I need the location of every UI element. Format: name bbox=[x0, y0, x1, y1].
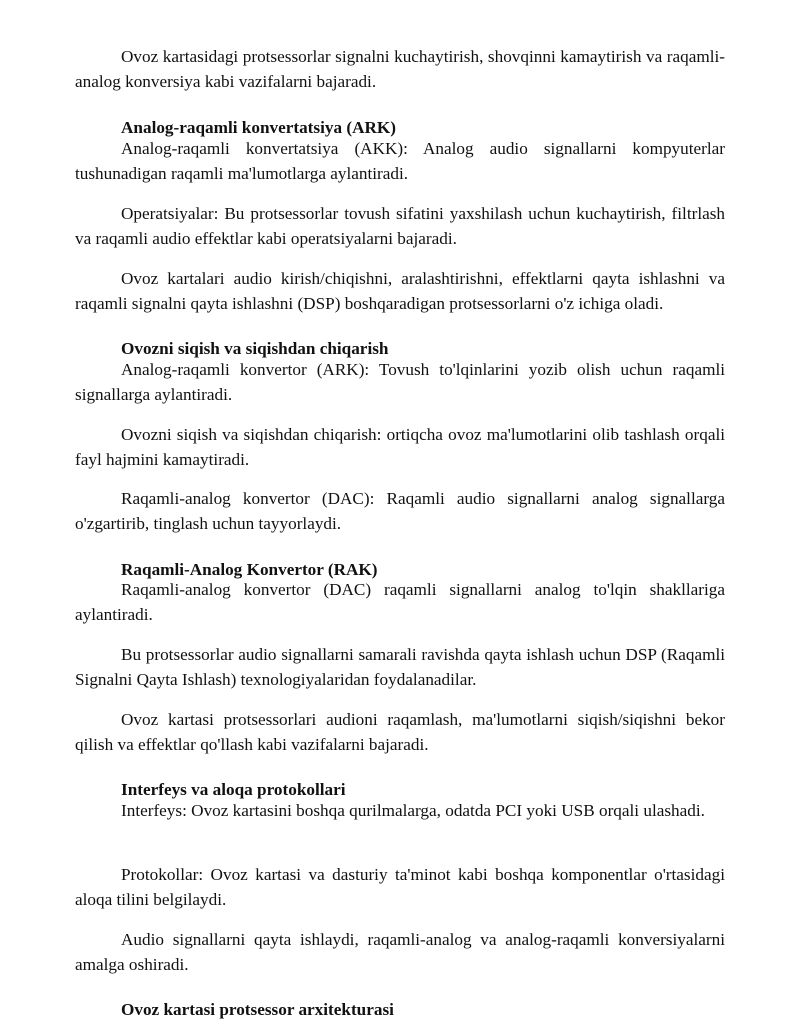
paragraph: Ovoz kartalari audio kirish/chiqishni, aralashtirishni, effektlarni qayta ishlashni va raqamli signalni qayta ishlashni (DSP) boshqaradigan protsessorlarni o'z ichiga oladi. bbox=[75, 269, 725, 313]
paragraph: Ovoz kartasidagi protsessorlar signalni kuchaytirish, shovqinni kamaytirish va raqamli-analog konversiya kabi vazifalarni bajaradi. bbox=[75, 47, 725, 91]
section-heading: Interfeys va aloqa protokollari bbox=[121, 780, 346, 799]
paragraph: Audio signallarni qayta ishlaydi, raqamli-analog va analog-raqamli konversiyalarni amalga oshiradi. bbox=[75, 930, 725, 974]
paragraph: Analog-raqamli konvertor (ARK): Tovush to'lqinlarini yozib olish uchun raqamli signallarga aylantiradi. bbox=[75, 360, 725, 404]
paragraph: Raqamli-analog konvertor (DAC) raqamli signallarni analog to'lqin shakllariga aylantiradi. bbox=[75, 580, 725, 624]
paragraph: Raqamli-analog konvertor (DAC): Raqamli audio signallarni analog signallarga o'zgartirib, tinglash uchun tayyorlaydi. bbox=[75, 489, 725, 533]
section-heading: Raqamli-Analog Konvertor (RAK) bbox=[121, 560, 378, 579]
paragraph: Interfeys: Ovoz kartasini boshqa qurilmalarga, odatda PCI yoki USB orqali ulashadi. bbox=[121, 801, 705, 820]
paragraph: Operatsiyalar: Bu protsessorlar tovush sifatini yaxshilash uchun kuchaytirish, filtrlash va raqamli audio effektlar kabi operatsiyalarni bajaradi. bbox=[75, 204, 725, 248]
section-heading: Ovoz kartasi protsessor arxitekturasi bbox=[121, 1000, 394, 1019]
section-heading: Ovozni siqish va siqishdan chiqarish bbox=[121, 339, 389, 358]
paragraph: Ovozni siqish va siqishdan chiqarish: ortiqcha ovoz ma'lumotlarini olib tashlash orqali fayl hajmini kamaytiradi. bbox=[75, 425, 725, 469]
paragraph: Bu protsessorlar audio signallarni samarali ravishda qayta ishlash uchun DSP (Raqamli Signalni Qayta Ishlash) texnologiyalaridan foydalanadilar. bbox=[75, 645, 725, 689]
paragraph: Analog-raqamli konvertatsiya (AKK): Analog audio signallarni kompyuterlar tushunadigan raqamli ma'lumotlarga aylantiradi. bbox=[75, 139, 725, 183]
section-heading: Analog-raqamli konvertatsiya (ARK) bbox=[121, 118, 396, 137]
paragraph: Ovoz kartasi protsessorlari audioni raqamlash, ma'lumotlarni siqish/siqishni bekor qilish va effektlar qo'llash kabi vazifalarni bajaradi. bbox=[75, 710, 725, 754]
paragraph: Protokollar: Ovoz kartasi va dasturiy ta'minot kabi boshqa komponentlar o'rtasidagi aloqa tilini belgilaydi. bbox=[75, 865, 725, 909]
